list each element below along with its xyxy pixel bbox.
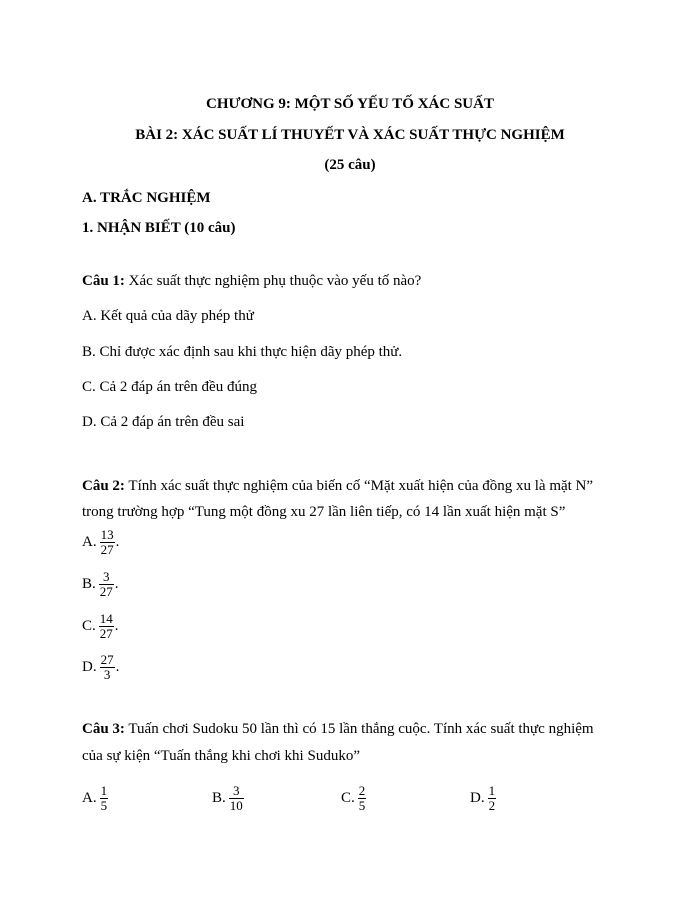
q2-option-c [82,612,119,641]
fraction-numerator: 13 [100,527,114,542]
question-2 [82,478,593,495]
q3-option-c-fraction [358,784,367,813]
fraction-numerator: 3 [103,569,110,584]
q3-option-d-label: D. [470,790,485,806]
question-3-text-line2: của sự kiện “Tuấn thắng khi chơi khi Suduko” [82,748,360,764]
q2-option-b-label: B. [82,576,96,592]
fraction-denominator: 10 [229,798,243,813]
fraction-numerator: 27 [100,652,114,667]
q2-option-b-fraction [99,570,114,599]
q2-option-d-label: D. [82,659,97,675]
q2-option-a [82,528,119,557]
q3-option-a [82,784,108,813]
question-3-label: Câu 3: [82,721,125,737]
period: . [114,618,119,634]
question-1-text: Xác suất thực nghiệm phụ thuộc vào yếu tố nào? [124,273,422,289]
q2-option-b [82,570,119,599]
lesson-title: BÀI 2: XÁC SUẤT LÍ THUYẾT VÀ XÁC SUẤT THỰC NGHIỆM [135,127,565,143]
fraction-denominator: 5 [100,798,108,813]
fraction-denominator: 3 [100,667,115,682]
q3-option-b-fraction [229,784,244,813]
q3-option-d [470,784,496,813]
q2-option-d [82,653,119,682]
q1-option-b: B. Chỉ được xác định sau khi thực hiện dãy phép thử. [82,344,403,360]
q2-option-c-label: C. [82,618,96,634]
question-2-label: Câu 2: [82,478,125,494]
fraction-denominator: 5 [358,798,366,813]
question-count: (25 câu) [324,157,376,173]
q2-option-a-fraction [100,528,115,557]
question-3-text-line1: Tuấn chơi Sudoku 50 lần thì có 15 lần thắng cuộc. Tính xác suất thực nghiệm [124,721,594,737]
section-subtitle: 1. NHẬN BIẾT (10 câu) [82,220,236,236]
fraction-numerator: 2 [358,783,366,798]
chapter-title: CHƯƠNG 9: MỘT SỐ YẾU TỐ XÁC SUẤT [206,96,494,112]
q3-option-b-label: B. [212,790,226,806]
fraction-numerator: 3 [233,783,240,798]
question-3 [82,721,594,738]
question-2-text-line2: trong trường hợp “Tung một đồng xu 27 lần liên tiếp, có 14 lần xuất hiện mặt S” [82,504,566,520]
fraction-denominator: 2 [488,798,496,813]
section-title: A. TRẮC NGHIỆM [82,190,211,206]
question-1-label: Câu 1: [82,273,125,289]
q2-option-c-fraction [99,612,114,641]
period: . [115,659,120,675]
q2-option-a-label: A. [82,534,97,550]
q1-option-a: A. Kết quả của dãy phép thử [82,308,254,324]
period: . [114,576,119,592]
fraction-numerator: 14 [99,611,113,626]
q1-option-c: C. Cả 2 đáp án trên đều đúng [82,379,257,395]
fraction-denominator: 27 [99,626,113,641]
q3-option-a-label: A. [82,790,97,806]
q3-option-b [212,784,244,813]
q3-option-d-fraction [488,784,497,813]
fraction-numerator: 1 [488,783,496,798]
fraction-denominator: 27 [100,542,114,557]
period: . [115,534,120,550]
fraction-numerator: 1 [100,783,108,798]
q3-option-c-label: C. [341,790,355,806]
q3-option-c [341,784,366,813]
q2-option-d-fraction [100,653,115,682]
question-2-text-line1: Tính xác suất thực nghiệm của biến cố “Mặt xuất hiện của đồng xu là mặt N” [124,478,594,494]
fraction-denominator: 27 [99,584,113,599]
question-1 [82,273,421,290]
q1-option-d: D. Cả 2 đáp án trên đều sai [82,414,245,430]
q3-option-a-fraction [100,784,109,813]
